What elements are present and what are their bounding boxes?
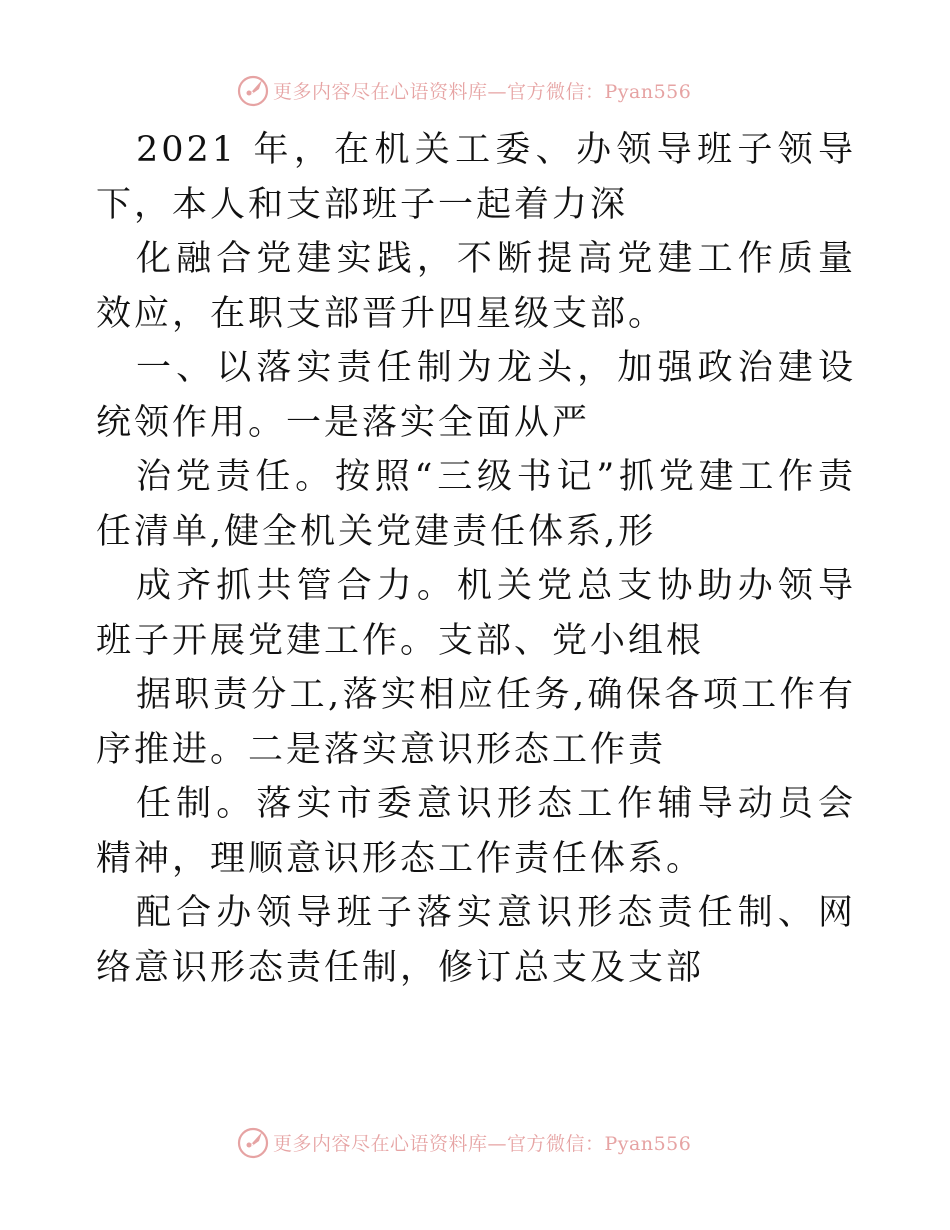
quill-logo-icon <box>235 72 271 108</box>
watermark-text: 更多内容尽在心语资料库—官方微信：Pyan556 <box>273 80 692 103</box>
paragraph-8: 配合办领导班子落实意识形态责任制、网络意识形态责任制，修订总支及支部 <box>96 893 856 988</box>
watermark-text: 更多内容尽在心语资料库—官方微信：Pyan556 <box>273 1132 692 1155</box>
paragraph-3: 一、以落实责任制为龙头，加强政治建设统领作用。一是落实全面从严 <box>96 348 856 443</box>
paragraph-4: 治党责任。按照“三级书记”抓党建工作责任清单,健全机关党建责任体系,形 <box>96 457 856 552</box>
header-watermark <box>0 70 950 110</box>
paragraph-5: 成齐抓共管合力。机关党总支协助办领导班子开展党建工作。支部、党小组根 <box>96 566 856 661</box>
paragraph-1: 2021 年，在机关工委、办领导班子领导下，本人和支部班子一起着力深 <box>96 130 856 225</box>
footer-watermark <box>0 1122 950 1162</box>
paragraph-7: 任制。落实市委意识形态工作辅导动员会精神，理顺意识形态工作责任体系。 <box>96 784 856 879</box>
document-body <box>96 123 856 995</box>
paragraph-2: 化融合党建实践，不断提高党建工作质量效应，在职支部晋升四星级支部。 <box>96 239 856 334</box>
quill-logo-icon <box>235 1124 271 1160</box>
paragraph-6: 据职责分工,落实相应任务,确保各项工作有序推进。二是落实意识形态工作责 <box>96 675 856 770</box>
